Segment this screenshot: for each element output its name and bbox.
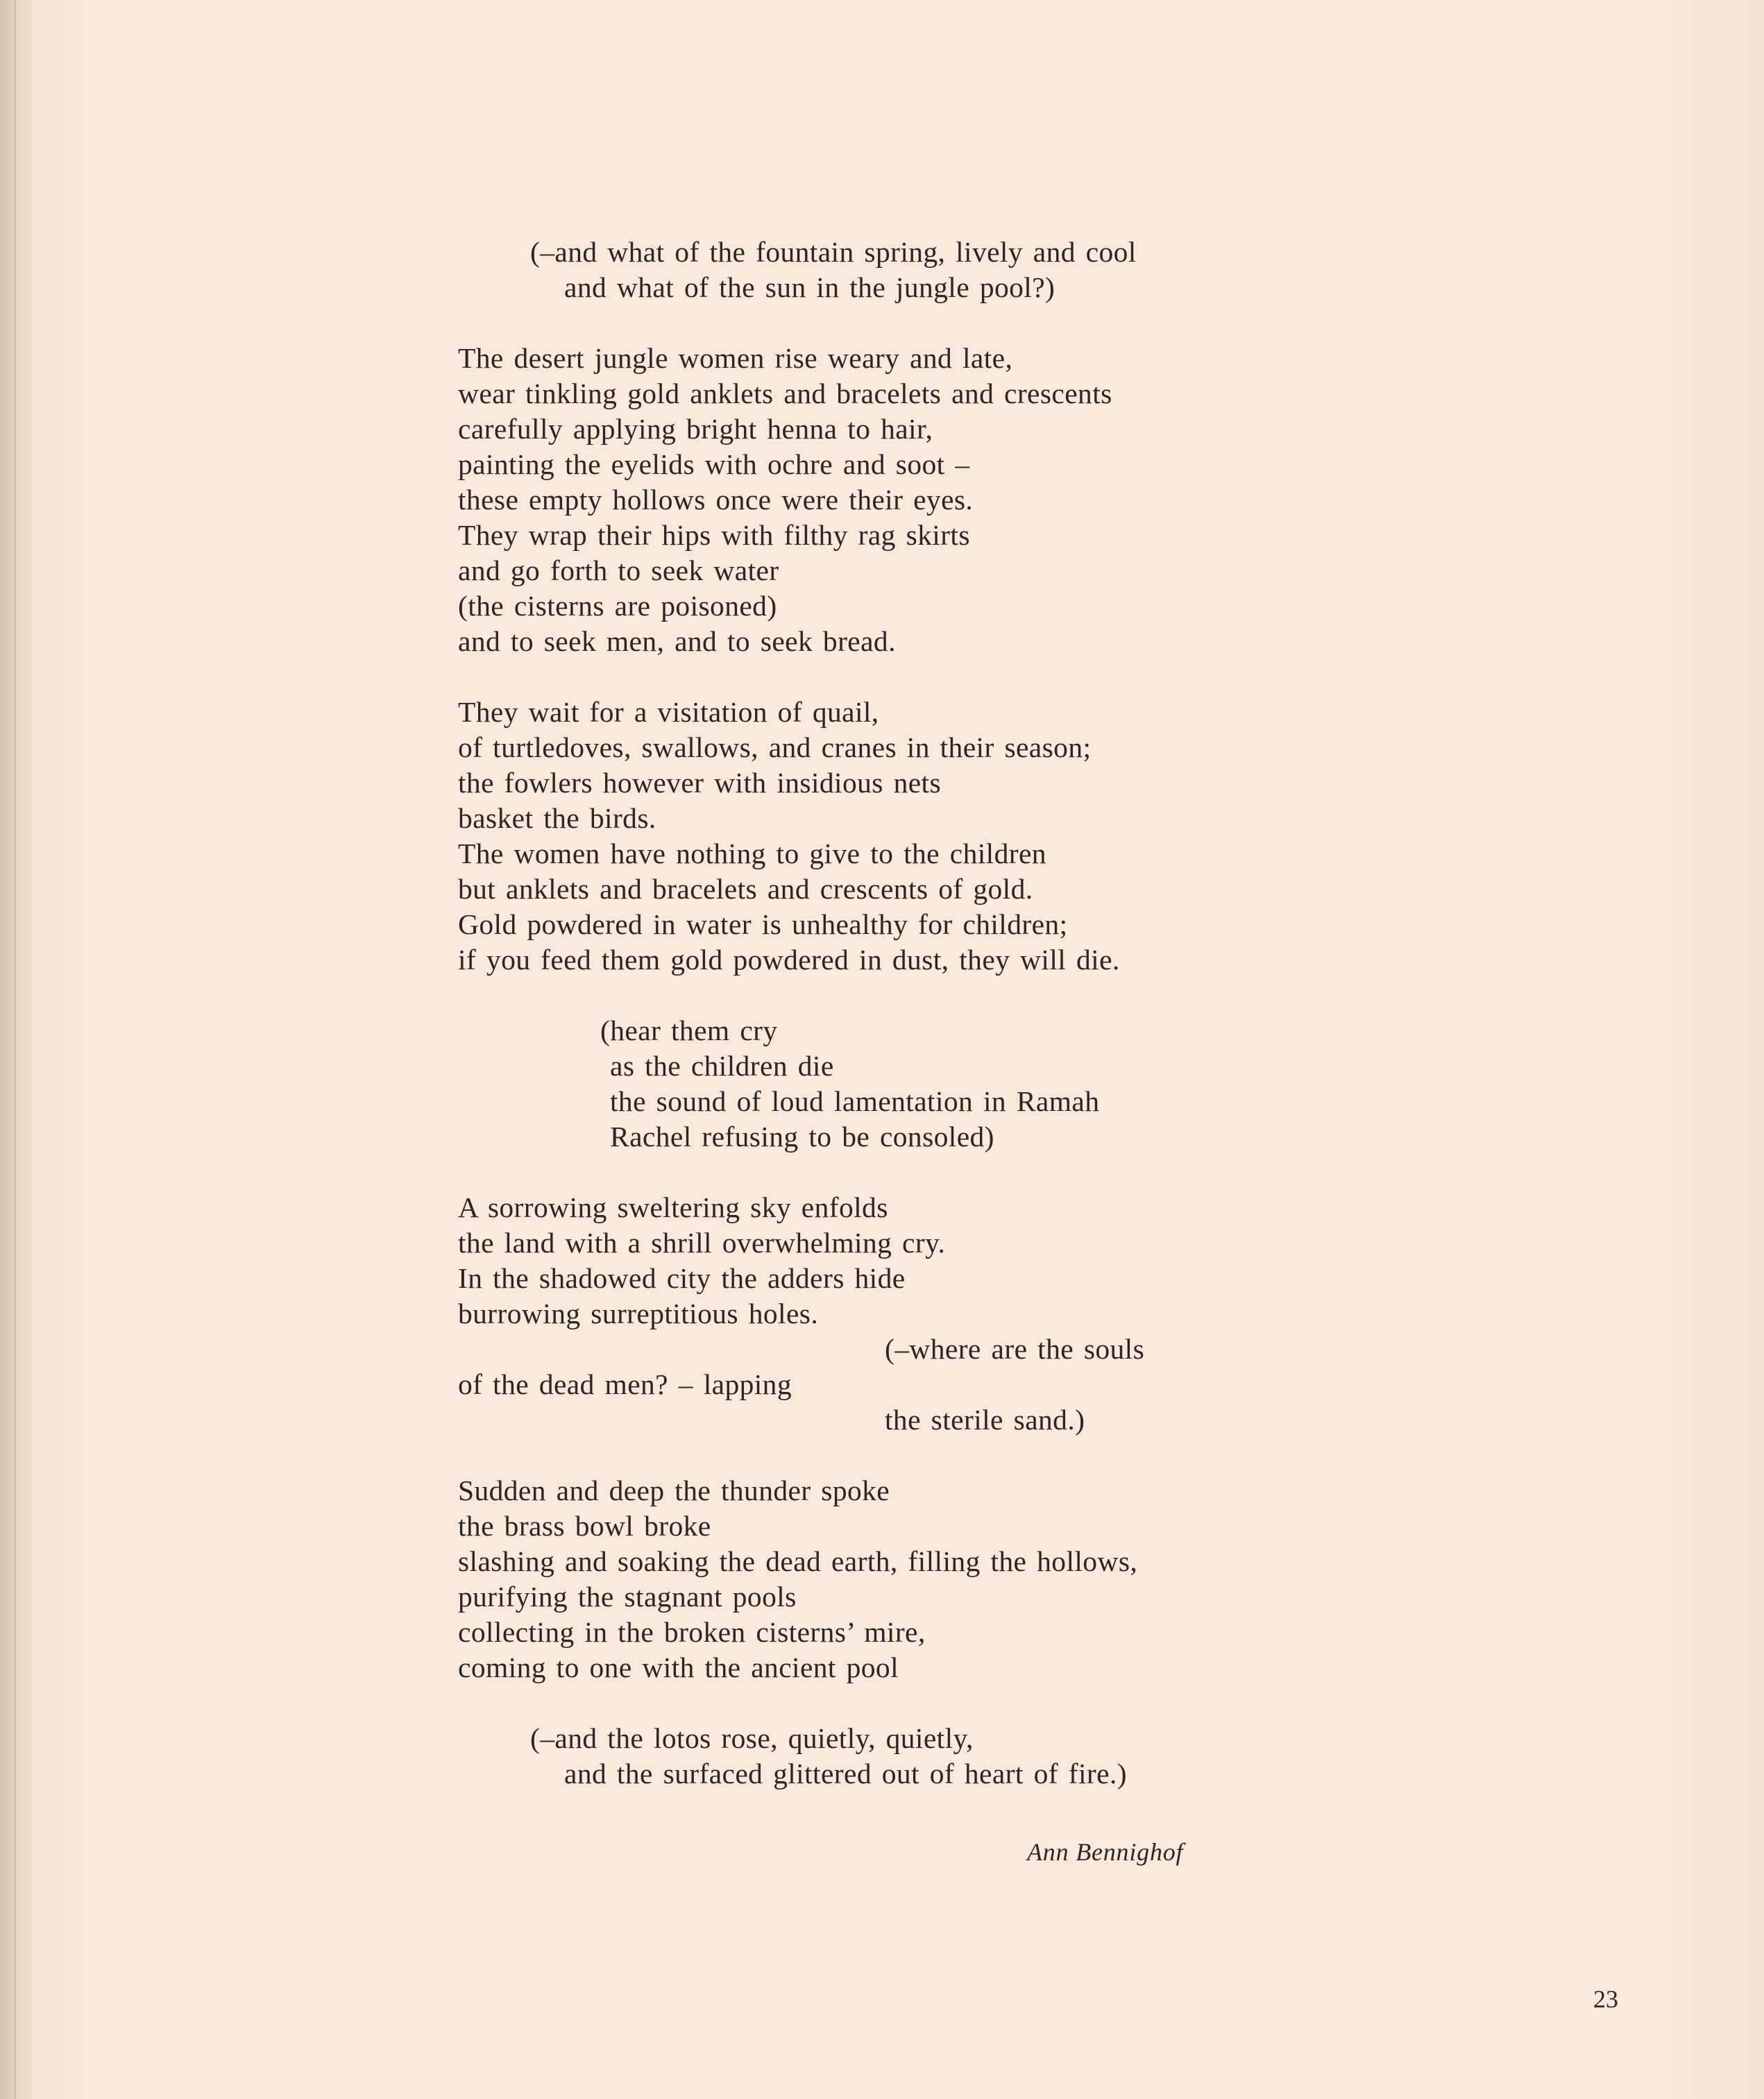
poem-line: They wrap their hips with filthy rag skirts [458, 519, 970, 551]
poem-line: (hear them cry [600, 1014, 778, 1046]
stanza-3 [458, 695, 1638, 978]
page-binding-shadow [0, 0, 32, 2099]
poem-line: carefully applying bright henna to hair, [458, 413, 933, 445]
poem-line: of the dead men? – lapping [458, 1368, 792, 1400]
poem-line: collecting in the broken cisterns’ mire, [458, 1616, 926, 1648]
stanza-1 [458, 235, 1638, 305]
poem-line: Rachel refusing to be consoled) [610, 1121, 994, 1153]
poem-line: the land with a shrill overwhelming cry. [458, 1227, 946, 1259]
poem-line: (–and what of the fountain spring, lively and cool [530, 236, 1137, 268]
stanza-6 [458, 1473, 1638, 1685]
poem-line: (the cisterns are poisoned) [458, 590, 777, 622]
poem-line: painting the eyelids with ochre and soot – [458, 448, 970, 480]
poem-line: A sorrowing sweltering sky enfolds [458, 1191, 888, 1223]
poem-line: and go forth to seek water [458, 554, 779, 586]
poem-line: They wait for a visitation of quail, [458, 696, 879, 728]
page-number: 23 [1593, 1985, 1618, 2013]
poem-line: (–where are the souls [885, 1333, 1145, 1365]
poem-line: as the children die [610, 1050, 834, 1082]
poem-line: but anklets and bracelets and crescents of gold. [458, 873, 1033, 905]
author-signature: Ann Bennighof [1027, 1838, 1184, 1866]
binding-edge-line [14, 0, 16, 2099]
stanza-2 [458, 341, 1638, 659]
poem-line: wear tinkling gold anklets and bracelets and crescents [458, 377, 1112, 409]
poem-line: and the surfaced glittered out of heart of fire.) [564, 1758, 1127, 1790]
poem-line: these empty hollows once were their eyes. [458, 484, 974, 516]
poem-line: the sterile sand.) [885, 1404, 1085, 1436]
stanza-4 [458, 1013, 1638, 1155]
poem-line: and what of the sun in the jungle pool?) [564, 271, 1055, 303]
poem-line: the sound of loud lamentation in Ramah [610, 1085, 1100, 1117]
poem-line: burrowing surreptitious holes. [458, 1298, 819, 1329]
poem-line: The women have nothing to give to the children [458, 838, 1046, 869]
poem-line: coming to one with the ancient pool [458, 1651, 899, 1683]
poem-line: basket the birds. [458, 802, 656, 834]
poem-line: and to seek men, and to seek bread. [458, 625, 896, 657]
poem-line: purifying the stagnant pools [458, 1581, 797, 1613]
stanza-7 [458, 1721, 1638, 1792]
poem-line: of turtledoves, swallows, and cranes in their season; [458, 731, 1092, 763]
poem-line: In the shadowed city the adders hide [458, 1262, 906, 1294]
poem-line: if you feed them gold powdered in dust, they will die. [458, 944, 1120, 976]
poem-line: the fowlers however with insidious nets [458, 767, 942, 799]
poem-line: Sudden and deep the thunder spoke [458, 1475, 890, 1506]
stanza-5 [458, 1190, 1638, 1438]
poem-line: Gold powdered in water is unhealthy for children; [458, 908, 1068, 940]
poem-body [458, 235, 1638, 1827]
poem-line: the brass bowl broke [458, 1510, 711, 1542]
poem-line: (–and the lotos rose, quietly, quietly, [530, 1722, 974, 1754]
poem-line: The desert jungle women rise weary and late, [458, 342, 1013, 374]
poem-line: slashing and soaking the dead earth, filling the hollows, [458, 1545, 1138, 1577]
